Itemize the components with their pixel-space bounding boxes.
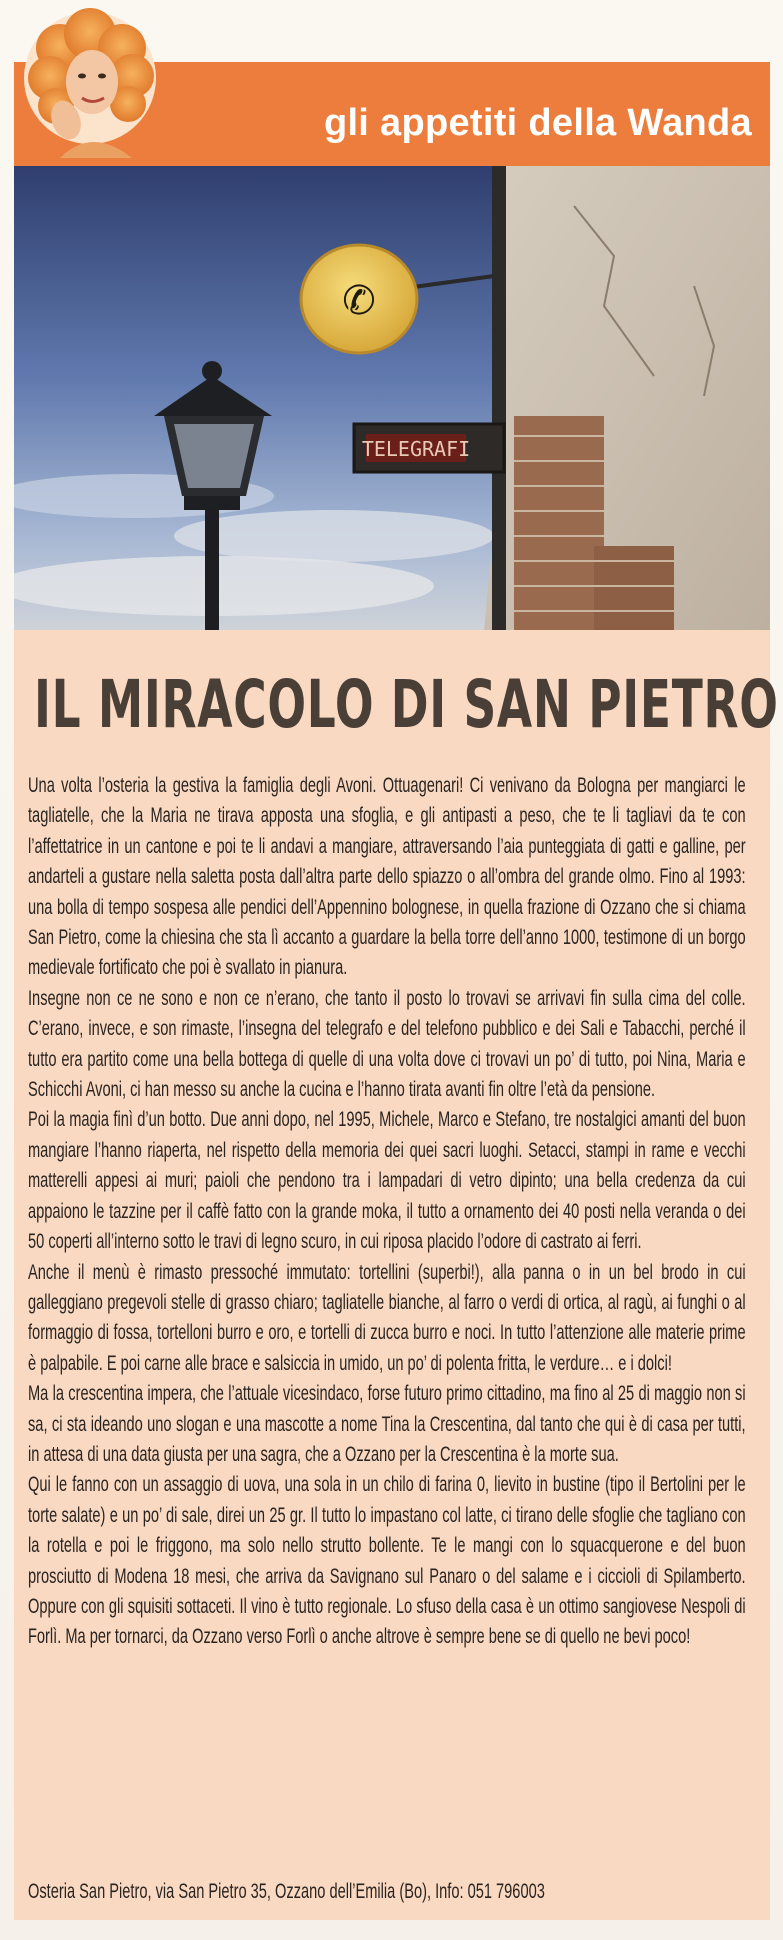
column-title: gli appetiti della Wanda	[323, 102, 752, 144]
article-paragraph: Insegne non ce ne sono e non ce n’erano, che tanto il posto lo trovavi se arrivavi fin sulla cima del colle. C’erano, invece, e son rimaste, l’insegna del telegrafo e del telefono pubblico e dei Sali e Tabacchi, perché il tutto era partito come una bella bottega di quelle di una volta dove ci trovavi un po’ di tutto, poi Nina, Maria e Schicchi Avoni, ci han messo su anche la cucina e l’hanno tirata avanti fin oltre l’età da pensione.	[28, 986, 746, 1102]
article-paragraph: Una volta l’osteria la gestiva la famiglia degli Avoni. Ottuagenari! Ci venivano da Bologna per mangiarci le tagliatelle, che la Maria ne tirava apposta una sfoglia, e gli antipasti a peso, che te li tagliavi da te con l’affettatrice in un cantone e poi te li andavi a mangiare, attraversando l’aia punteggiata di gatti e galline, per andarteli a gustare nella saletta posta dall’altra parte dello spiazzo o all’ombra del grande olmo. Fino al 1993: una bolla di tempo sospesa alle pendici dell’Appennino bolognese, in quella frazione di Ozzano che si chiama San Pietro, come la chiesina che sta lì accanto a guardare la bella torre dell’anno 1000, testimone di un borgo medievale fortificato che poi è svallato in pianura.	[28, 774, 746, 980]
article-paragraph: Poi la magia finì d’un botto. Due anni dopo, nel 1995, Michele, Marco e Stefano, tre nostalgici amanti del buon mangiare l’hanno riaperta, nel rispetto della memoria dei quei sacri luoghi. Setacci, stampi in rame e vecchi matterelli appesi ai muri; paioli che pendono tra i lampadari di vetro dipinto; una bella credenza da cui appaiono le tazzine per il caffè fatto con la grande moka, il tutto a ornamento dei 40 posti nella veranda o dei 50 coperti all’interno sotto le travi di legno scuro, in cui riposa placido l’odore di castrato ai ferri.	[28, 1108, 746, 1254]
svg-text:TELEGRAFI: TELEGRAFI	[361, 437, 471, 461]
article-photo	[14, 166, 770, 630]
telephone-icon: ✆	[342, 278, 376, 324]
article-paragraph: Ma la crescentina impera, che l’attuale vicesindaco, forse futuro primo cittadino, ma fino al 25 di maggio non si sa, ci sta ideando uno slogan e una mascotte a nome Tina la Crescentina, dal tanto che qui è di casa per tutti, in attesa di una data giusta per una sagra, che a Ozzano per la Crescentina è la morte sua.	[28, 1382, 746, 1466]
article-box	[14, 630, 779, 1920]
restaurant-info: Osteria San Pietro, via San Pietro 35, Ozzano dell’Emilia (Bo), Info: 051 796003	[28, 1880, 545, 1903]
article-headline: IL MIRACOLO DI SAN PIETRO	[34, 666, 779, 743]
article-paragraph: Anche il menù è rimasto pressoché immutato: tortellini (superbi!), alla panna o in un bel brodo in cui galleggiano pregevoli stelle di grasso chiaro; tagliatelle bianche, al farro o verdi di ortica, al ragù, ai funghi o al formaggio di fossa, tortelloni burro e oro, e tortelli di zucca burro e noci. In tutto l’attenzione alle materie prime è palpabile. E poi carne alle brace e salsiccia in umido, un po’ di polenta fritta, le verdure… e i dolci!	[28, 1260, 746, 1375]
columnist-avatar	[20, 8, 162, 158]
article-paragraph: Qui le fanno con un assaggio di uova, una sola in un chilo di farina 0, lievito in bustine (tipo il Bertolini per le torte salate) e un po’ di sale, direi un 25 gr. Il tutto lo impastano col latte, ci tirano delle sfoglie che tagliano con la rotella e poi le friggono, ma solo nello strutto bollente. Te le mangi con lo squacquerone e del buon prosciutto di Modena 18 mesi, che arriva da Savignano sul Panaro o del salame e i ciccioli di Spilamberto. Oppure con gli squisiti sottaceti. Il vino è tutto regionale. Lo sfuso della casa è un ottimo sangiovese Nespoli di Forlì. Ma per tornarci, da Ozzano verso Forlì o anche altrove è sempre bene se di quello ne bevi poco!	[28, 1473, 746, 1649]
article-body	[28, 771, 746, 1653]
telegrafi-sign	[354, 424, 504, 472]
telephone-sign	[301, 245, 417, 353]
